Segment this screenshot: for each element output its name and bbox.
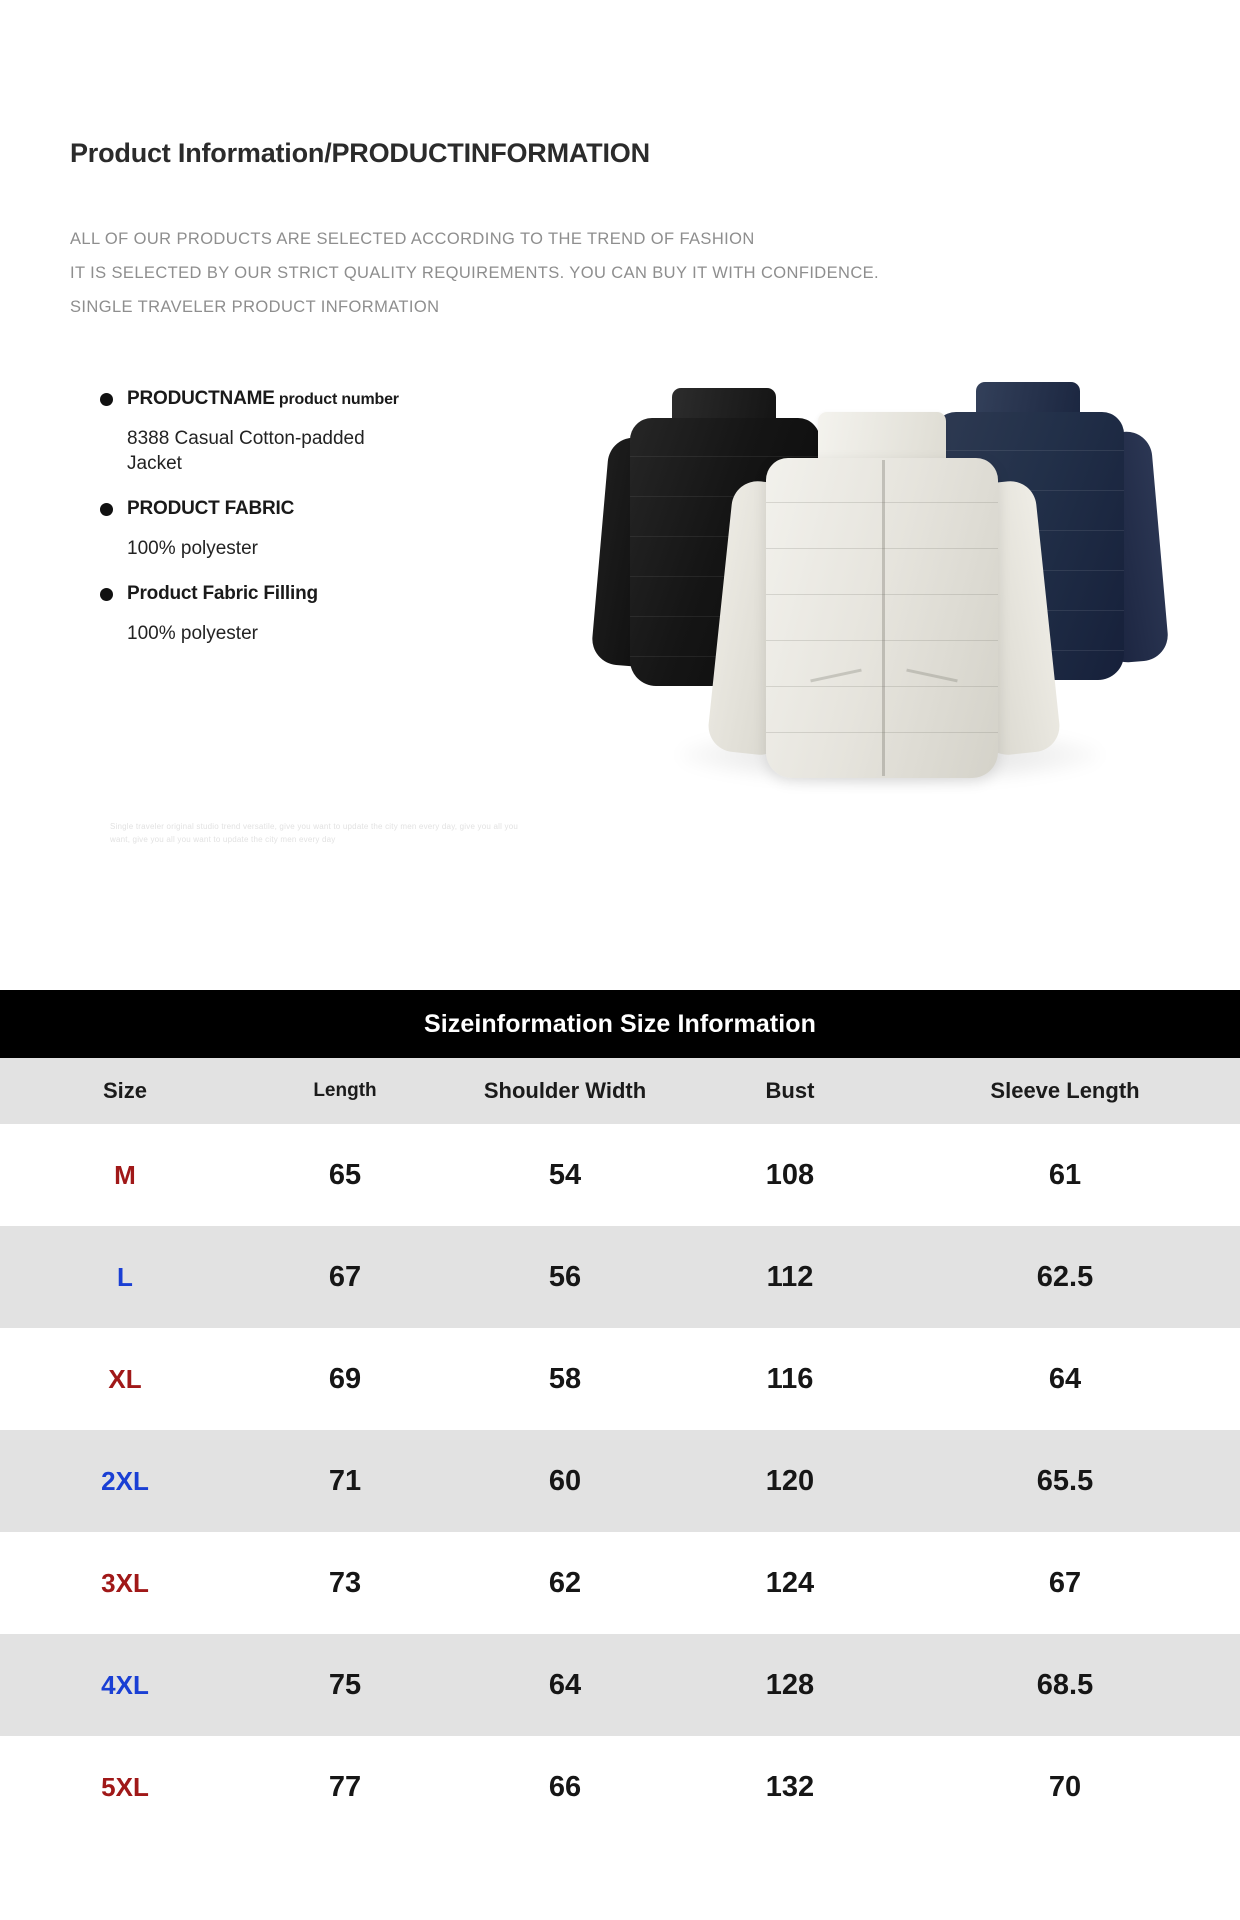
cell-sleeve-length: 68.5 [1036, 1668, 1094, 1701]
cell-size: 3XL [101, 1567, 149, 1598]
column-header-bust: Bust [765, 1078, 815, 1103]
spec-heading-row [100, 583, 530, 605]
spec-value: 8388 Casual Cotton-padded Jacket [127, 428, 365, 474]
cell-shoulder-width: 60 [548, 1464, 582, 1497]
size-chart-table [0, 1058, 1240, 1838]
cell-shoulder-width: 62 [548, 1566, 582, 1599]
spec-item-product-name [100, 388, 530, 476]
cell-size: 5XL [101, 1771, 149, 1802]
cell-bust: 108 [765, 1158, 815, 1191]
spec-heading: Product Fabric Filling [127, 583, 318, 604]
intro-line-1: ALL OF OUR PRODUCTS ARE SELECTED ACCORDING TO THE TREND OF FASHION [70, 230, 755, 248]
cell-shoulder-width: 66 [548, 1770, 582, 1803]
table-row [0, 1736, 1240, 1838]
cell-sleeve-length: 67 [1048, 1566, 1082, 1599]
cell-bust: 128 [765, 1668, 815, 1701]
cell-shoulder-width: 54 [548, 1158, 582, 1191]
intro-paragraph [70, 222, 890, 324]
cell-bust: 120 [765, 1464, 815, 1497]
column-header-length: Length [313, 1080, 377, 1101]
watermark-note: Single traveler original studio trend versatile, give you want to update the city men every day, give you all you want, give you all you want to update the city men every day [110, 822, 518, 844]
size-banner-title: Sizeinformation Size Information [423, 1009, 817, 1038]
cell-size: M [114, 1159, 136, 1190]
intro-line-2: IT IS SELECTED BY OUR STRICT QUALITY REQUIREMENTS. YOU CAN BUY IT WITH CONFIDENCE. [70, 264, 880, 282]
table-row [0, 1430, 1240, 1532]
cell-sleeve-length: 62.5 [1036, 1260, 1094, 1293]
cell-length: 77 [328, 1770, 362, 1803]
cell-shoulder-width: 56 [548, 1260, 582, 1293]
table-row [0, 1124, 1240, 1226]
table-row [0, 1328, 1240, 1430]
cell-sleeve-length: 65.5 [1036, 1464, 1094, 1497]
table-header [0, 1058, 1240, 1124]
cell-bust: 112 [766, 1260, 814, 1293]
spec-heading-sub: product number [274, 391, 399, 408]
cell-sleeve-length: 64 [1048, 1362, 1082, 1395]
cell-size: L [117, 1261, 133, 1292]
spec-heading-main: PRODUCTNAME [127, 388, 275, 409]
spec-heading-row [100, 498, 530, 520]
cell-bust: 132 [765, 1770, 815, 1803]
column-header-shoulder-width: Shoulder Width [483, 1078, 647, 1103]
spec-value: 100% polyester [127, 623, 258, 644]
cream-puffer-jacket [718, 406, 1048, 801]
cell-shoulder-width: 64 [548, 1668, 582, 1701]
cell-size: XL [108, 1363, 142, 1394]
spec-value: 100% polyester [127, 538, 258, 559]
spec-heading: PRODUCT FABRIC [127, 498, 295, 519]
table-body [0, 1124, 1240, 1838]
jacket-zipper [882, 460, 885, 776]
intro-line-3: SINGLE TRAVELER PRODUCT INFORMATION [70, 298, 440, 316]
bullet-dot-icon [100, 393, 113, 406]
cell-size: 4XL [101, 1669, 149, 1700]
cell-size: 2XL [101, 1465, 149, 1496]
spec-item-fabric-filling [100, 583, 530, 646]
table-row [0, 1532, 1240, 1634]
cell-shoulder-width: 58 [548, 1362, 582, 1395]
cell-length: 73 [328, 1566, 362, 1599]
column-header-sleeve-length: Sleeve Length [990, 1078, 1140, 1103]
table-row [0, 1634, 1240, 1736]
cell-bust: 124 [765, 1566, 815, 1599]
table-header-row [0, 1058, 1240, 1124]
cell-length: 65 [328, 1158, 362, 1191]
bullet-dot-icon [100, 588, 113, 601]
product-photo [600, 370, 1160, 870]
product-spec-list [100, 388, 530, 668]
cell-length: 71 [328, 1464, 362, 1497]
spec-heading [127, 388, 399, 410]
cell-length: 69 [328, 1362, 362, 1395]
bullet-dot-icon [100, 503, 113, 516]
spec-item-product-fabric [100, 498, 530, 561]
table-row [0, 1226, 1240, 1328]
column-header-size: Size [102, 1078, 148, 1103]
cell-sleeve-length: 61 [1048, 1158, 1082, 1191]
cell-length: 75 [328, 1668, 362, 1701]
spec-heading-row [100, 388, 530, 410]
size-information-banner [0, 990, 1240, 1058]
page-title: Product Information/PRODUCTINFORMATION [70, 138, 650, 168]
cell-bust: 116 [766, 1362, 814, 1395]
cell-length: 67 [328, 1260, 362, 1293]
cell-sleeve-length: 70 [1048, 1770, 1082, 1803]
